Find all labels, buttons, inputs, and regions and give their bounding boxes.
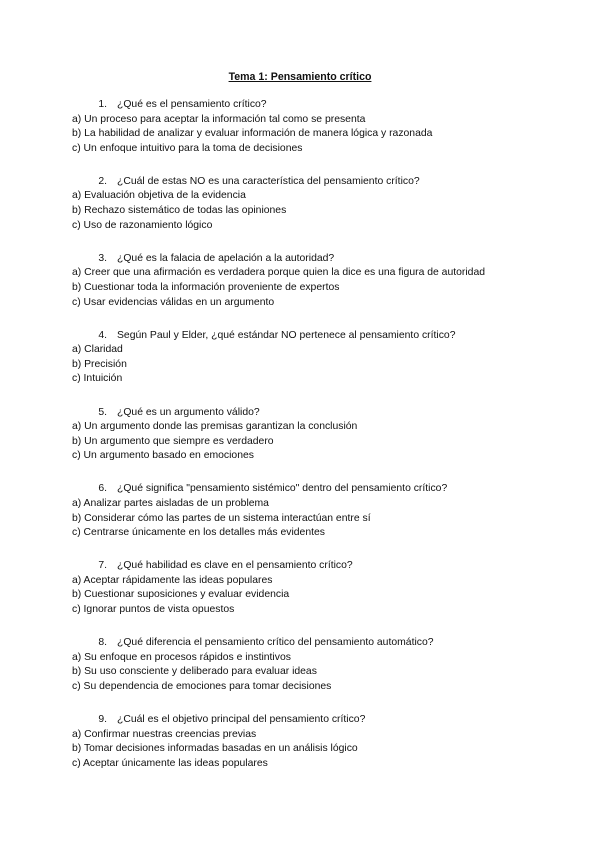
answer-option: b) Cuestionar suposiciones y evaluar evidencia [72, 589, 290, 601]
question-text-line [72, 559, 572, 574]
answer-option: c) Intuición [72, 373, 123, 385]
question-3 [72, 252, 572, 310]
question-text: ¿Qué significa "pensamiento sistémico" dentro del pensamiento crítico? [117, 483, 448, 495]
answer-option: b) La habilidad de analizar y evaluar información de manera lógica y razonada [72, 128, 433, 140]
answer-option: c) Uso de razonamiento lógico [72, 219, 213, 231]
document-title: Tema 1: Pensamiento crítico [228, 71, 372, 83]
answer-option: c) Ignorar puntos de vista opuestos [72, 604, 235, 616]
answer-option: b) Su uso consciente y deliberado para evaluar ideas [72, 666, 317, 678]
answer-option: b) Rechazo sistemático de todas las opiniones [72, 205, 287, 217]
question-text-line [72, 406, 572, 421]
question-text-line [72, 713, 572, 728]
question-4 [72, 329, 572, 387]
question-text-line [72, 482, 572, 497]
question-number: 4. [98, 329, 107, 341]
question-text: ¿Qué es la falacia de apelación a la autoridad? [117, 252, 335, 264]
question-text: ¿Qué diferencia el pensamiento crítico del pensamiento automático? [117, 637, 434, 649]
question-text: ¿Cuál de estas NO es una característica del pensamiento crítico? [117, 175, 420, 187]
answer-option: a) Confirmar nuestras creencias previas [72, 728, 257, 740]
answer-option: b) Precisión [72, 358, 127, 370]
answer-option: a) Claridad [72, 344, 123, 356]
question-number: 3. [98, 252, 107, 264]
answer-option: c) Su dependencia de emociones para tomar decisiones [72, 680, 332, 692]
question-number: 2. [98, 175, 107, 187]
question-list [72, 98, 572, 790]
answer-option: a) Creer que una afirmación es verdadera porque quien la dice es una figura de autoridad [72, 267, 486, 279]
answer-option: c) Centrarse únicamente en los detalles más evidentes [72, 527, 325, 539]
question-text-line [72, 329, 572, 344]
answer-option: c) Un argumento basado en emociones [72, 450, 254, 462]
answer-option: a) Un argumento donde las premisas garantizan la conclusión [72, 421, 358, 433]
question-number: 1. [98, 99, 107, 110]
question-text: Según Paul y Elder, ¿qué estándar NO pertenece al pensamiento crítico? [117, 329, 456, 341]
question-text-line [72, 636, 572, 651]
answer-option: c) Usar evidencias válidas en un argumento [72, 296, 275, 308]
question-text: ¿Qué es un argumento válido? [117, 406, 260, 418]
answer-option: c) Un enfoque intuitivo para la toma de decisiones [72, 142, 303, 154]
question-1 [72, 98, 572, 156]
answer-option: a) Su enfoque en procesos rápidos e instintivos [72, 651, 291, 663]
answer-option: a) Aceptar rápidamente las ideas populares [72, 574, 273, 586]
question-number: 7. [98, 560, 107, 572]
question-6 [72, 482, 572, 540]
question-8 [72, 636, 572, 694]
question-text: ¿Cuál es el objetivo principal del pensamiento crítico? [117, 714, 366, 725]
question-number: 6. [98, 483, 107, 495]
answer-option: c) Aceptar únicamente las ideas populares [72, 757, 268, 769]
answer-option: a) Un proceso para aceptar la información tal como se presenta [72, 113, 366, 125]
answer-option: b) Un argumento que siempre es verdadero [72, 435, 274, 447]
question-7 [72, 559, 572, 617]
question-number: 9. [98, 714, 107, 725]
question-text: ¿Qué habilidad es clave en el pensamiento crítico? [117, 560, 353, 572]
answer-option: b) Cuestionar toda la información proveniente de expertos [72, 281, 340, 293]
question-number: 8. [98, 637, 107, 649]
question-5 [72, 406, 572, 464]
question-text: ¿Qué es el pensamiento crítico? [117, 99, 267, 110]
question-text-line [72, 175, 572, 190]
question-2 [72, 175, 572, 233]
answer-option: a) Analizar partes aisladas de un problema [72, 497, 269, 509]
answer-option: b) Considerar cómo las partes de un sistema interactúan entre sí [72, 512, 371, 524]
question-text-line [72, 252, 572, 267]
answer-option: a) Evaluación objetiva de la evidencia [72, 190, 246, 202]
question-9 [72, 713, 572, 771]
question-text-line [72, 98, 572, 113]
question-number: 5. [98, 406, 107, 418]
answer-option: b) Tomar decisiones informadas basadas en un análisis lógico [72, 743, 358, 755]
